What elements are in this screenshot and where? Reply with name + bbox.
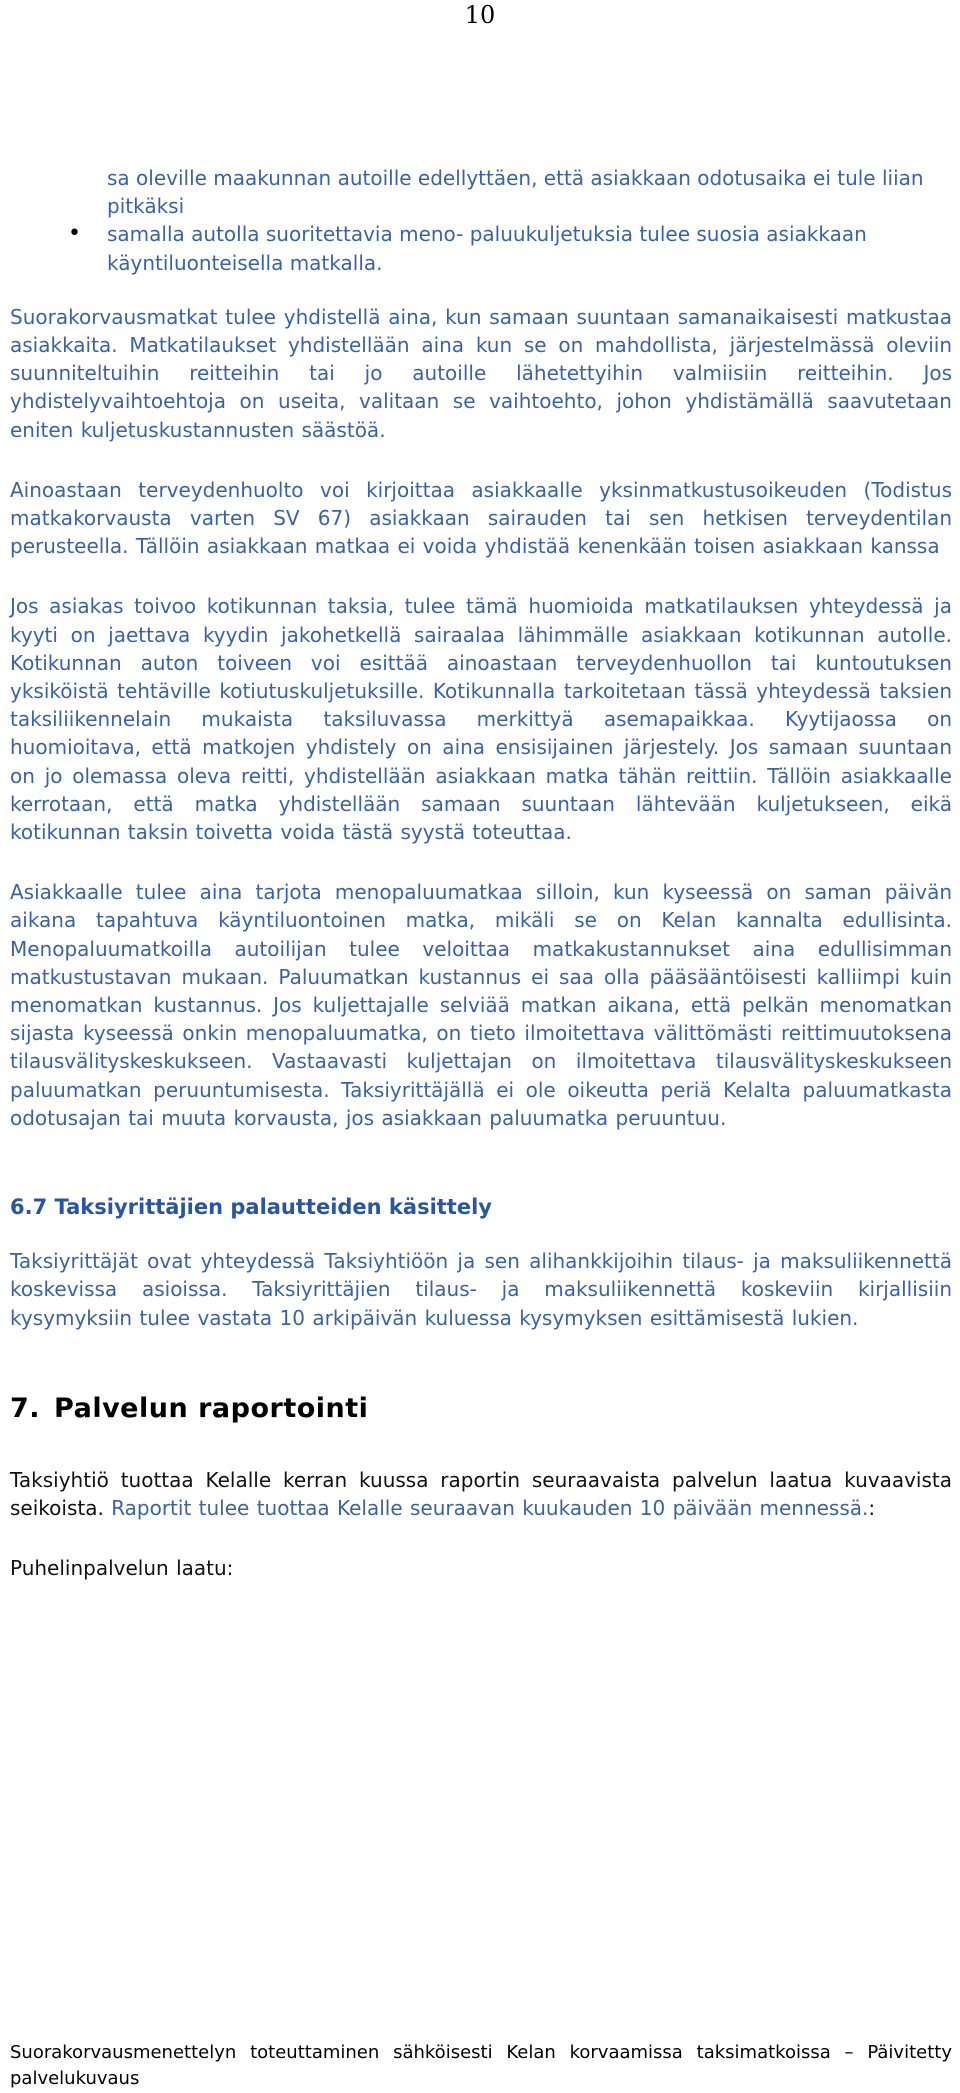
chapter-heading-7 [10,1392,952,1426]
list-item [10,164,952,220]
bullet-text: sa oleville maakunnan autoille edellyttäen, että asiakkaan odotusaika ei tule liian pitkäksi [107,166,924,219]
bullet-list [10,164,952,277]
list-item [10,220,952,276]
paragraph-route-combining: Suorakorvausmatkat tulee yhdistellä aina, kun samaan suuntaan samanaikaisesti matkustaa asiakkaita. Matkatilaukset yhdistellään aina kun se on mahdollista, järjestelmässä oleviin suunniteltuihin reitteihin tai jo autoille lähetettyihin valmiisiin reitteihin. Jos yhdistelyvaihtoehtoja on useita, valitaan se vaihtoehto, johon yhdistämällä saavutetaan eniten kuljetuskustannusten säästöä. [10,304,952,442]
bullet-text: samalla autolla suoritettavia meno- paluukuljetuksia tulee suosia asiakkaan käyntiluonteisella matkalla. [107,222,867,275]
paragraph-reporting [10,1466,952,1522]
paragraph-home-municipality-taxi: Jos asiakas toivoo kotikunnan taksia, tulee tämä huomioida matkatilauksen yhteydessä ja kyyti on jaettava kyydin jakohetkellä sairaalaa lähimmälle asiakkaan kotikunnan autolle. Kotikunnan auton toiveen voi esittää ainoastaan terveydenhuollon tai kuntoutuksen yksiköistä tehtäville kotiutuskuljetuksille. Kotikunnalla tarkoitetaan tässä yhteydessä taksien taksiliikennelain mukaista taksiluvassa merkittyä asemapaikkaa. Kyytijaossa on huomioitava, että matkojen yhdistely on aina ensisijainen järjestely. Jos samaan suuntaan on jo olemassa oleva reitti, yhdistellään asiakkaan matka tähän reittiin. Tällöin asiakkaalle kerrotaan, että matka yhdistellään samaan suuntaan lähtevään kuljetukseen, eikä kotikunnan taksin toivetta voida tästä syystä toteuttaa. [10,594,952,845]
subheading-phone-service-quality: Puhelinpalvelun laatu: [10,1556,234,1581]
bullet-dot-icon: • [68,221,81,247]
section-title: Taksiyrittäjien palautteiden käsittely [54,1195,492,1220]
chapter-title: Palvelun raportointi [54,1392,369,1424]
paragraph-solo-travel-right: Ainoastaan terveydenhuolto voi kirjoittaa asiakkaalle yksinmatkustusoikeuden (Todistus matkakorvausta varten SV 67) asiakkaan sairauden tai sen hetkisen terveydentilan perusteella. Tällöin asiakkaan matkaa ei voida yhdistää kenenkään toisen asiakkaan kanssa [10,477,952,559]
paragraph-return-trips: Asiakkaalle tulee aina tarjota menopaluumatkaa silloin, kun kyseessä on saman päivän aikana tapahtuva käyntiluontoinen matka, mikäli se on Kelan kannalta edullisinta. Menopaluumatkoilla autoilijan tulee veloittaa matkakustannukset aina edullisimman matkustustavan mukaan. Paluumatkan kustannus ei saa olla pääsääntöisesti kalliimpi kuin menomatkan kustannus. Jos kuljettajalle selviää matkan aikana, että pelkän menomatkan sijasta kyseessä onkin menopaluumatka, on tieto ilmoitettava välittömästi reittimuutoksena tilausvälityskeskukseen. Vastaavasti kuljettajan on ilmoitettava tilausvälityskeskukseen paluumatkan peruuntumisesta. Taksiyrittäjällä ei ole oikeutta periä Kelalta paluumatkasta odotusajan tai muuta korvausta, jos asiakkaan paluumatka peruuntuu. [10,880,952,1130]
chapter-number: 7. [10,1392,41,1424]
section-number: 6.7 [10,1195,48,1220]
section-heading-6-7 [10,1192,952,1222]
paragraph-entrepreneur-feedback: Taksiyrittäjät ovat yhteydessä Taksiyhtiöön ja sen alihankkijoihin tilaus- ja maksuliikennettä koskevissa asioissa. Taksiyrittäjien tilaus- ja maksuliikennettä koskeviin kirjallisiin kysymyksiin tulee vastata 10 arkipäivän kuluessa kysymyksen esittämisestä lukien. [10,1249,952,1330]
page-number: 10 [464,1,496,29]
page-footer: Suorakorvausmenettelyn toteuttaminen sähköisesti Kelan korvaamissa taksimatkoissa – Päivitetty palvelukuvaus [10,2042,952,2089]
document-body [10,164,952,1582]
reporting-colon: : [868,1495,876,1520]
reporting-text: Taksiyhtiö tuottaa Kelalle kerran kuussa raportin seuraavaista palvelun laatua kuvaavista seikoista. [10,1467,952,1520]
reporting-deadline-text: Raportit tulee tuottaa Kelalle seuraavan kuukauden 10 päivään mennessä. [111,1495,869,1520]
